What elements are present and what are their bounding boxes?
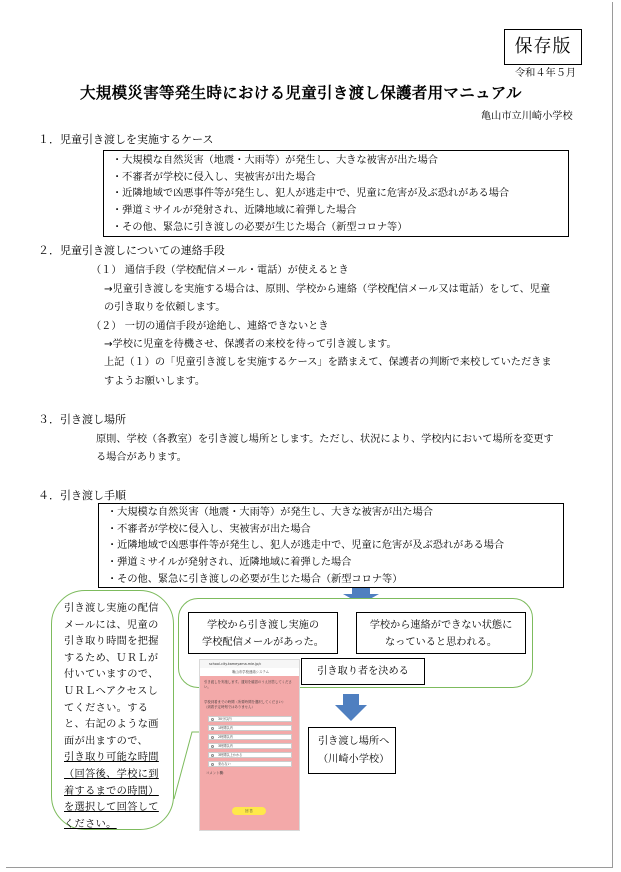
- section1-case-item: ・不審者が学校に侵入し、実被害が出た場合: [112, 171, 316, 183]
- document-title: 大規模災害等発生時における児童引き渡し保護者用マニュアル: [80, 84, 522, 102]
- section3-heading: ３．引き渡し場所: [38, 413, 126, 426]
- callout-line: と、右記のような画: [64, 719, 159, 731]
- section2-heading: ２．児童引き渡しについての連絡手段: [38, 244, 225, 257]
- section2-sub2-text: 上記（１）の「児童引き渡しを実施するケース」を踏まえて、保護者の判断で来校していただきま: [104, 357, 552, 368]
- phone-question: （到着予定時刻ではありません）: [204, 705, 255, 709]
- section4-case-item: ・不審者が学校に侵入し、実被害が出た場合: [107, 523, 311, 535]
- pickup-place-box: [308, 727, 396, 774]
- section3-text: 原則、学校（各教室）を引き渡し場所とします。ただし、状況により、学校内において場所を変更す: [96, 434, 554, 445]
- callout-line: てください。する: [64, 702, 149, 714]
- callout-line: するため、ＵＲＬが: [64, 652, 159, 664]
- section2-sub1-text: の引き取りを依頼します。: [104, 302, 226, 313]
- section1-case-item: ・大規模な自然災害（地震・大雨等）が発生し、大きな被害が出た場合: [112, 155, 438, 166]
- no-contact-box: [356, 612, 526, 654]
- callout-underlined-line: 着するまでの時間）: [64, 785, 159, 797]
- section1-case-item: ・その他、緊急に引き渡しの必要が生じた場合（新型コロナ等）: [112, 221, 408, 233]
- callout-underlined-line: （回答後、学校に到: [64, 768, 159, 780]
- decide-pickup-text: 引き取り者を決める: [317, 666, 409, 677]
- mail-received-text: 学校から引き渡し実施の: [206, 620, 320, 631]
- storage-stamp: 保存版: [504, 29, 582, 65]
- section4-case-item: ・大規模な自然災害（地震・大雨等）が発生し、大きな被害が出た場合: [107, 507, 433, 518]
- phone-option[interactable]: 3時間以内: [208, 743, 292, 749]
- issue-date: 令和４年５月: [515, 68, 577, 79]
- section2-sub1-text: →児童引き渡しを実施する場合は、原則、学校から連絡（学校配信メール又は電話）をして、児童: [104, 284, 551, 295]
- no-contact-text: なっていると思われる。: [384, 637, 498, 648]
- section1-cases-box: [103, 150, 569, 237]
- section2-sub1-heading: （１） 通信手段（学校配信メール・電話）が使えるとき: [91, 265, 349, 276]
- section4-case-item: ・その他、緊急に引き渡しの必要が生じた場合（新型コロナ等）: [107, 573, 403, 585]
- down-arrow-icon: [335, 694, 367, 721]
- pickup-place-text: （川崎小学校）: [318, 754, 390, 765]
- callout-line: 引き取り時間を把握: [64, 636, 159, 648]
- section4-case-item: ・近隣地域で凶悪事件等が発生し、犯人が逃走中で、児童に危害が及ぶ恐れがある場合: [107, 540, 505, 552]
- phone-header-text: 亀山市学校連絡システム: [232, 670, 269, 674]
- section3-text: る場合があります。: [96, 452, 187, 463]
- callout-underlined-line: を選択して回答して: [64, 802, 159, 814]
- section2-sub2-text: →学校に児童を待機させ、保護者の来校を待って引き渡します。: [104, 339, 397, 350]
- phone-submit-button[interactable]: [232, 807, 266, 815]
- callout-line: 面が出ますので、: [64, 735, 149, 747]
- phone-intro: い。: [204, 685, 211, 689]
- callout-line: 引き渡し実施の配信: [64, 603, 159, 614]
- phone-option[interactable]: 3時間以上かかる: [208, 752, 292, 758]
- section2-sub2-text: すようお願いします。: [104, 376, 206, 387]
- callout-underlined-line: 引き取り可能な時間: [64, 752, 159, 764]
- decide-pickup-box: [301, 658, 425, 685]
- section4-heading: ４．引き渡し手順: [38, 489, 126, 502]
- phone-url: school-city.kameyama.mie.jp/c: [209, 662, 262, 666]
- phone-header: [200, 668, 300, 676]
- section1-case-item: ・弾道ミサイルが発射され、近隣地域に着弾した場合: [112, 205, 357, 217]
- phone-option[interactable]: 2時間以内: [208, 734, 292, 740]
- no-contact-text: 学校から連絡ができない状態に: [369, 620, 513, 631]
- pickup-place-text: 引き渡し場所へ: [318, 736, 390, 747]
- phone-screenshot: [199, 659, 300, 831]
- mail-received-text: 学校配信メールがあった。: [202, 637, 324, 648]
- section2-sub2-heading: （２） 一切の通信手段が途絶し、連絡できないとき: [91, 321, 329, 332]
- section4-cases-box: [98, 503, 564, 588]
- section1-case-item: ・近隣地域で凶悪事件等が発生し、犯人が逃走中で、児童に危害が及ぶ恐れがある場合: [112, 188, 510, 200]
- phone-submit-label: 回 答: [245, 809, 253, 813]
- mail-received-box: [188, 612, 338, 654]
- callout-line: 付いていますので、: [64, 669, 159, 681]
- phone-comment-label: コメント欄：: [206, 771, 227, 775]
- phone-question: 学校到着までの時間（所要時間を選択してください）: [204, 700, 286, 704]
- document-page: [6, 2, 613, 868]
- phone-intro: 引き渡しを実施します。通知を確認のうえ回答してくださ: [204, 680, 292, 684]
- phone-option[interactable]: 30分以内: [208, 716, 292, 722]
- phone-option[interactable]: 1時間以内: [208, 725, 292, 731]
- phone-option[interactable]: 来れない: [208, 761, 292, 767]
- callout-underlined-line: ください。: [64, 818, 117, 830]
- section4-case-item: ・弾道ミサイルが発射され、近隣地域に着弾した場合: [107, 557, 352, 569]
- phone-address-bar: [200, 660, 300, 668]
- callout-line: ＵＲＬへアクセスし: [64, 685, 159, 697]
- section1-heading: １．児童引き渡しを実施するケース: [38, 133, 214, 146]
- school-name: 亀山市立川崎小学校: [481, 111, 573, 122]
- callout-line: メールには、児童の: [64, 619, 159, 631]
